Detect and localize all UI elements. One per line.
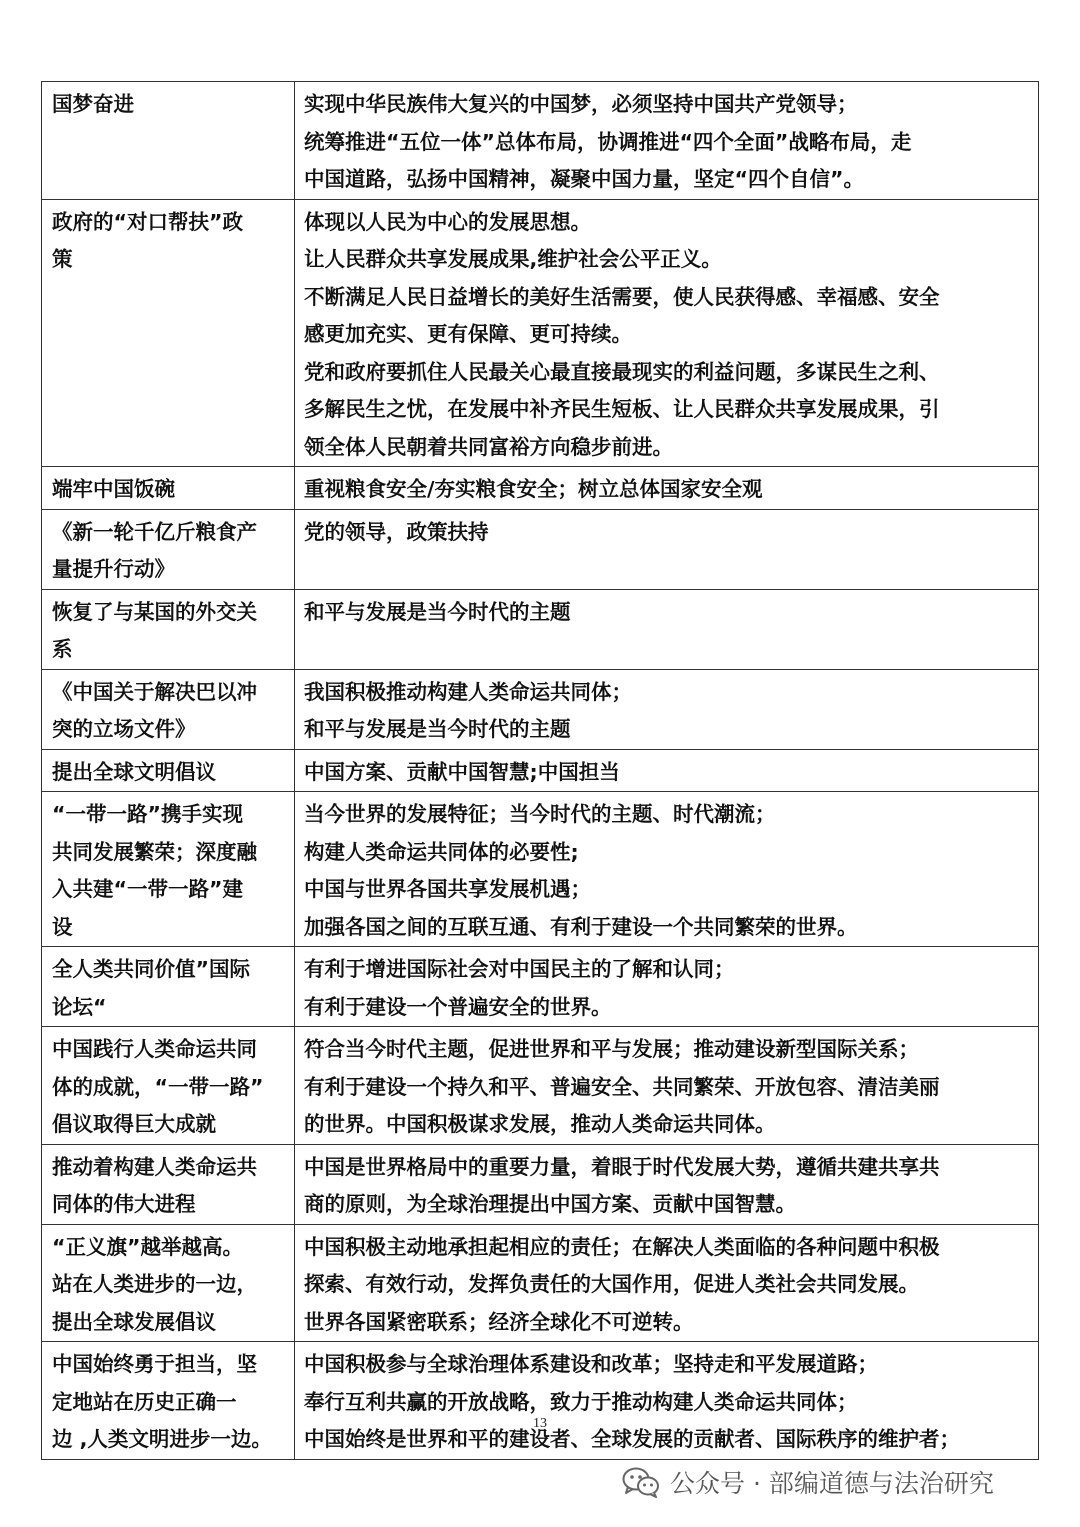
topic-cell <box>42 509 295 589</box>
table-row <box>42 509 1039 589</box>
topic-line: 体的成就，“一带一路” <box>52 1074 264 1099</box>
table-row <box>42 82 1039 200</box>
topic-line: 定地站在历史正确一 <box>52 1389 237 1414</box>
topic-line: “正义旗”越举越高。 <box>52 1234 243 1259</box>
content-line: 中国积极主动地承担起相应的责任；在解决人类面临的各种问题中积极 <box>304 1234 940 1259</box>
topic-cell <box>42 947 295 1027</box>
content-line: 领全体人民朝着共同富裕方向稳步前进。 <box>304 434 673 459</box>
topic-line: 国梦奋进 <box>52 92 134 116</box>
content-cell <box>295 82 1039 200</box>
topic-line: 《新一轮千亿斤粮食产 <box>52 519 257 544</box>
table-row <box>42 1144 1039 1224</box>
content-line: 体现以人民为中心的发展思想。 <box>304 209 591 234</box>
content-line: 中国始终是世界和平的建设者、全球发展的贡献者、国际秩序的维护者； <box>304 1427 960 1451</box>
content-line: 商的原则，为全球治理提出中国方案、贡献中国智慧。 <box>304 1192 796 1216</box>
topic-cell <box>42 467 295 510</box>
wechat-icon <box>622 1466 660 1498</box>
content-line: 加强各国之间的互联互通、有利于建设一个共同繁荣的世界。 <box>304 914 858 939</box>
content-line: 我国积极推动构建人类命运共同体； <box>304 679 632 704</box>
content-cell <box>295 1144 1039 1224</box>
content-line: 感更加充实、更有保障、更可持续。 <box>304 322 632 346</box>
topic-cell <box>42 1224 295 1342</box>
content-line: 和平与发展是当今时代的主题 <box>304 599 571 624</box>
table-row <box>42 792 1039 947</box>
content-line: 和平与发展是当今时代的主题 <box>304 717 571 741</box>
topic-line: 端牢中国饭碗 <box>52 477 175 501</box>
topic-line: 边 ,人类文明进步一边。 <box>52 1427 272 1451</box>
content-cell <box>295 589 1039 669</box>
topic-line: 推动着构建人类命运共 <box>52 1154 257 1179</box>
topic-line: 站在人类进步的一边， <box>52 1272 257 1296</box>
table-row <box>42 1342 1039 1460</box>
topic-line: 政府的“对口帮扶”政 <box>52 209 243 234</box>
topic-line: 量提升行动》 <box>52 557 175 581</box>
content-cell <box>295 467 1039 510</box>
table-row <box>42 1224 1039 1342</box>
topic-line: 策 <box>52 247 73 271</box>
content-line: 让人民群众共享发展成果,维护社会公平正义。 <box>304 247 722 271</box>
content-line: 重视粮食安全/夯实粮食安全；树立总体国家安全观 <box>304 477 763 501</box>
topic-cell <box>42 749 295 792</box>
content-line: 中国是世界格局中的重要力量，着眼于时代发展大势，遵循共建共享共 <box>304 1154 940 1179</box>
table-row <box>42 589 1039 669</box>
topic-line: 倡议取得巨大成就 <box>52 1112 216 1136</box>
content-cell <box>295 947 1039 1027</box>
topic-cell <box>42 589 295 669</box>
content-line: 多解民生之忧，在发展中补齐民生短板、让人民群众共享发展成果，引 <box>304 397 940 421</box>
table-row <box>42 749 1039 792</box>
table-body <box>42 82 1039 1460</box>
content-line: 中国方案、贡献中国智慧;中国担当 <box>304 759 620 784</box>
content-line: 有利于建设一个持久和平、普遍安全、共同繁荣、开放包容、清洁美丽 <box>304 1074 940 1099</box>
topic-line: 同体的伟大进程 <box>52 1192 196 1216</box>
topic-line: 论坛“ <box>52 994 107 1019</box>
content-cell <box>295 1027 1039 1145</box>
watermark <box>622 1462 994 1502</box>
topic-cell <box>42 1027 295 1145</box>
topic-line: 共同发展繁荣；深度融 <box>52 839 257 864</box>
content-cell <box>295 749 1039 792</box>
content-line: 中国积极参与全球治理体系建设和改革；坚持走和平发展道路； <box>304 1352 878 1376</box>
content-line: 符合当今时代主题，促进世界和平与发展；推动建设新型国际关系； <box>304 1037 919 1061</box>
content-cell <box>295 199 1039 467</box>
topic-line: 提出全球发展倡议 <box>52 1309 216 1334</box>
content-table <box>41 81 1039 1460</box>
topic-cell <box>42 82 295 200</box>
page-number: 13 <box>533 1416 547 1431</box>
topic-line: 中国始终勇于担当，坚 <box>52 1352 257 1376</box>
watermark-text: 公众号 · 部编道德与法治研究 <box>670 1469 994 1498</box>
content-cell <box>295 669 1039 749</box>
topic-line: 提出全球文明倡议 <box>52 759 216 784</box>
content-line: 中国与世界各国共享发展机遇； <box>304 877 591 901</box>
topic-line: 系 <box>52 637 73 661</box>
content-line: 有利于增进国际社会对中国民主的了解和认同； <box>304 957 735 981</box>
table-row <box>42 199 1039 467</box>
topic-cell <box>42 1342 295 1460</box>
content-line: 统筹推进“五位一体”总体布局，协调推进“四个全面”战略布局，走 <box>304 129 912 154</box>
topic-line: 《中国关于解决巴以冲 <box>52 679 257 704</box>
table-row <box>42 669 1039 749</box>
topic-line: 中国践行人类命运共同 <box>52 1037 257 1061</box>
content-line: 不断满足人民日益增长的美好生活需要，使人民获得感、幸福感、安全 <box>304 284 940 309</box>
topic-cell <box>42 199 295 467</box>
topic-line: 突的立场文件》 <box>52 717 196 741</box>
content-cell <box>295 792 1039 947</box>
content-cell <box>295 1342 1039 1460</box>
topic-cell <box>42 669 295 749</box>
topic-line: 全人类共同价值”国际 <box>52 957 250 981</box>
content-line: 奉行互利共赢的开放战略，致力于推动构建人类命运共同体； <box>304 1389 858 1414</box>
table-row <box>42 467 1039 510</box>
content-line: 中国道路，弘扬中国精神，凝聚中国力量，坚定“四个自信”。 <box>304 167 864 191</box>
content-line: 实现中华民族伟大复兴的中国梦，必须坚持中国共产党领导； <box>304 92 858 116</box>
table-row <box>42 947 1039 1027</box>
content-cell <box>295 509 1039 589</box>
content-line: 探索、有效行动，发挥负责任的大国作用，促进人类社会共同发展。 <box>304 1272 919 1296</box>
content-line: 当今世界的发展特征；当今时代的主题、时代潮流； <box>304 802 776 826</box>
content-line: 党和政府要抓住人民最关心最直接最现实的利益问题，多谋民生之利、 <box>304 359 940 384</box>
topic-line: 入共建“一带一路”建 <box>52 877 243 901</box>
content-line: 有利于建设一个普遍安全的世界。 <box>304 994 612 1019</box>
table-row <box>42 1027 1039 1145</box>
content-cell <box>295 1224 1039 1342</box>
topic-line: 恢复了与某国的外交关 <box>52 599 257 624</box>
topic-line: 设 <box>52 914 73 939</box>
content-line: 世界各国紧密联系；经济全球化不可逆转。 <box>304 1309 694 1334</box>
content-line: 构建人类命运共同体的必要性; <box>304 839 579 864</box>
topic-line: “一带一路”携手实现 <box>52 802 243 826</box>
topic-cell <box>42 792 295 947</box>
content-line: 的世界。中国积极谋求发展，推动人类命运共同体。 <box>304 1112 776 1136</box>
topic-cell <box>42 1144 295 1224</box>
content-line: 党的领导，政策扶持 <box>304 519 489 544</box>
